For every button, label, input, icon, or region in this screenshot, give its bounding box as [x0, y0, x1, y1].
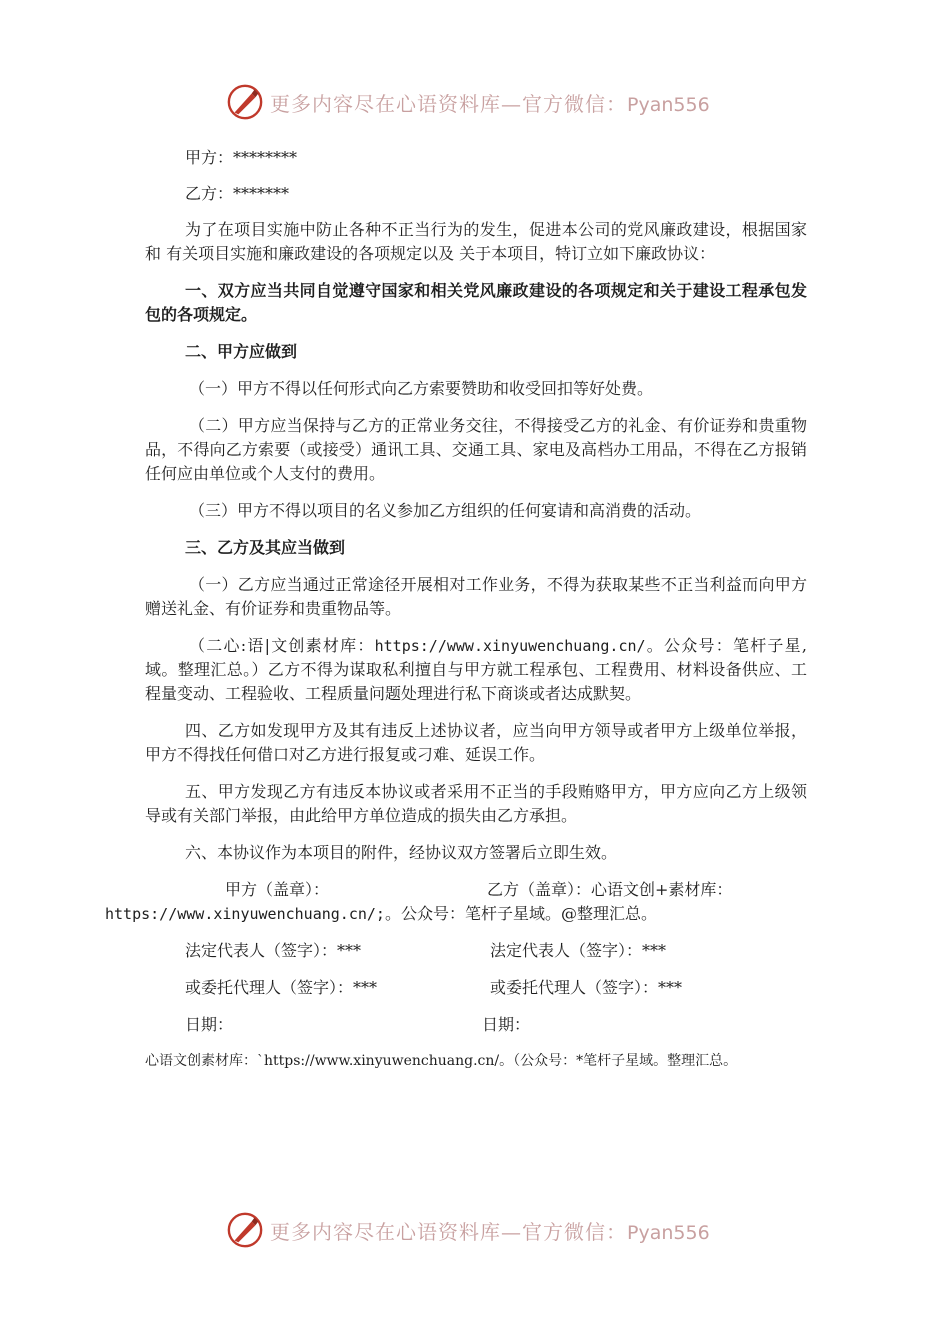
footer-note: 心语文创素材库：`https://www.xinyuwenchuang.cn/。（公众号：*笔杆子星域。整理汇总。 [145, 1053, 738, 1069]
section-3-item-2: （二心:语|文创素材库：https://www.xinyuwenchuang.cn/。公众号：笔杆子星,域。整理汇总。）乙方不得为谋取私利擅自与甲方就工程承包、工程费用、材料设备供应、工程量变动、工程验收、工程质量问题处理进行私下商谈或者达成默契。 [145, 636, 807, 703]
section-6: 六、本协议作为本项目的附件，经协议双方签署后立即生效。 [185, 843, 618, 862]
section-2-item-2: （二）甲方应当保持与乙方的正常业务交往，不得接受乙方的礼金、有价证券和贵重物品，不得向乙方索要（或接受）通讯工具、交通工具、家电及高档办工用品，不得在乙方报销任何应由单位或个人支付的费用。 [145, 416, 807, 483]
agent-row [145, 976, 807, 1000]
pen-logo-icon [226, 1211, 264, 1249]
section-2-title: 二、甲方应做到 [185, 342, 298, 361]
header-banner [226, 82, 746, 122]
date-row [145, 1013, 807, 1037]
section-3-title: 三、乙方及其应当做到 [185, 538, 346, 557]
section-5: 五、甲方发现乙方有违反本协议或者采用不正当的手段贿赂甲方，甲方应向乙方上级领导或有关部门举报，由此给甲方单位造成的损失由乙方承担。 [145, 782, 807, 825]
date-b: 日期： [482, 1015, 531, 1034]
rep-b: 法定代表人（签字）：*** [490, 941, 667, 960]
section-4: 四、乙方如发现甲方及其有违反上述协议者，应当向甲方领导或者甲方上级单位举报，甲方不得找任何借口对乙方进行报复或刁难、延误工作。 [145, 721, 807, 764]
section-1: 一、双方应当共同自觉遵守国家和相关党风廉政建设的各项规定和关于建设工程承包发包的各项规定。 [145, 281, 807, 324]
section-3-item-1: （一）乙方应当通过正常途径开展相对工作业务，不得为获取某些不正当利益而向甲方赠送礼金、有价证券和贵重物品等。 [145, 575, 807, 618]
footer-banner [226, 1210, 746, 1250]
seal-line: 甲方（盖章）： 乙方（盖章）：心语文创+素材库： https://www.xinyuwenchuang.cn/;。公众号：笔杆子星域。@整理汇总。 [105, 880, 733, 923]
party-b-line: 乙方：******* [185, 184, 290, 203]
section-2-item-3: （三）甲方不得以项目的名义参加乙方组织的任何宴请和高消费的活动。 [189, 501, 702, 520]
pen-logo-icon [226, 83, 264, 121]
seal-a: 甲方（盖章）： [225, 880, 330, 899]
agent-a: 或委托代理人（签字）：*** [185, 978, 378, 997]
banner-text: 更多内容尽在心语资料库—官方微信：Pyan556 [270, 91, 710, 116]
date-a: 日期： [185, 1015, 234, 1034]
party-a-line: 甲方：******** [185, 148, 298, 167]
banner-text: 更多内容尽在心语资料库—官方微信：Pyan556 [270, 1219, 710, 1244]
seal-url: https://www.xinyuwenchuang.cn/; [105, 905, 385, 923]
website-link: https://www.xinyuwenchuang.cn/ [374, 637, 646, 655]
seal-b: 乙方（盖章）：心语文创+素材库： [487, 880, 733, 899]
intro-paragraph: 为了在项目实施中防止各种不正当行为的发生，促进本公司的党风廉政建设，根据国家和 有关项目实施和廉政建设的各项规定以及 关于本项目，特订立如下廉政协议： [145, 220, 807, 263]
agent-b: 或委托代理人（签字）：*** [490, 978, 683, 997]
agreement-body [105, 146, 807, 1072]
rep-a: 法定代表人（签字）：*** [185, 941, 362, 960]
representative-row [145, 939, 807, 963]
section-2-item-1: （一）甲方不得以任何形式向乙方索要赞助和收受回扣等好处费。 [189, 379, 654, 398]
